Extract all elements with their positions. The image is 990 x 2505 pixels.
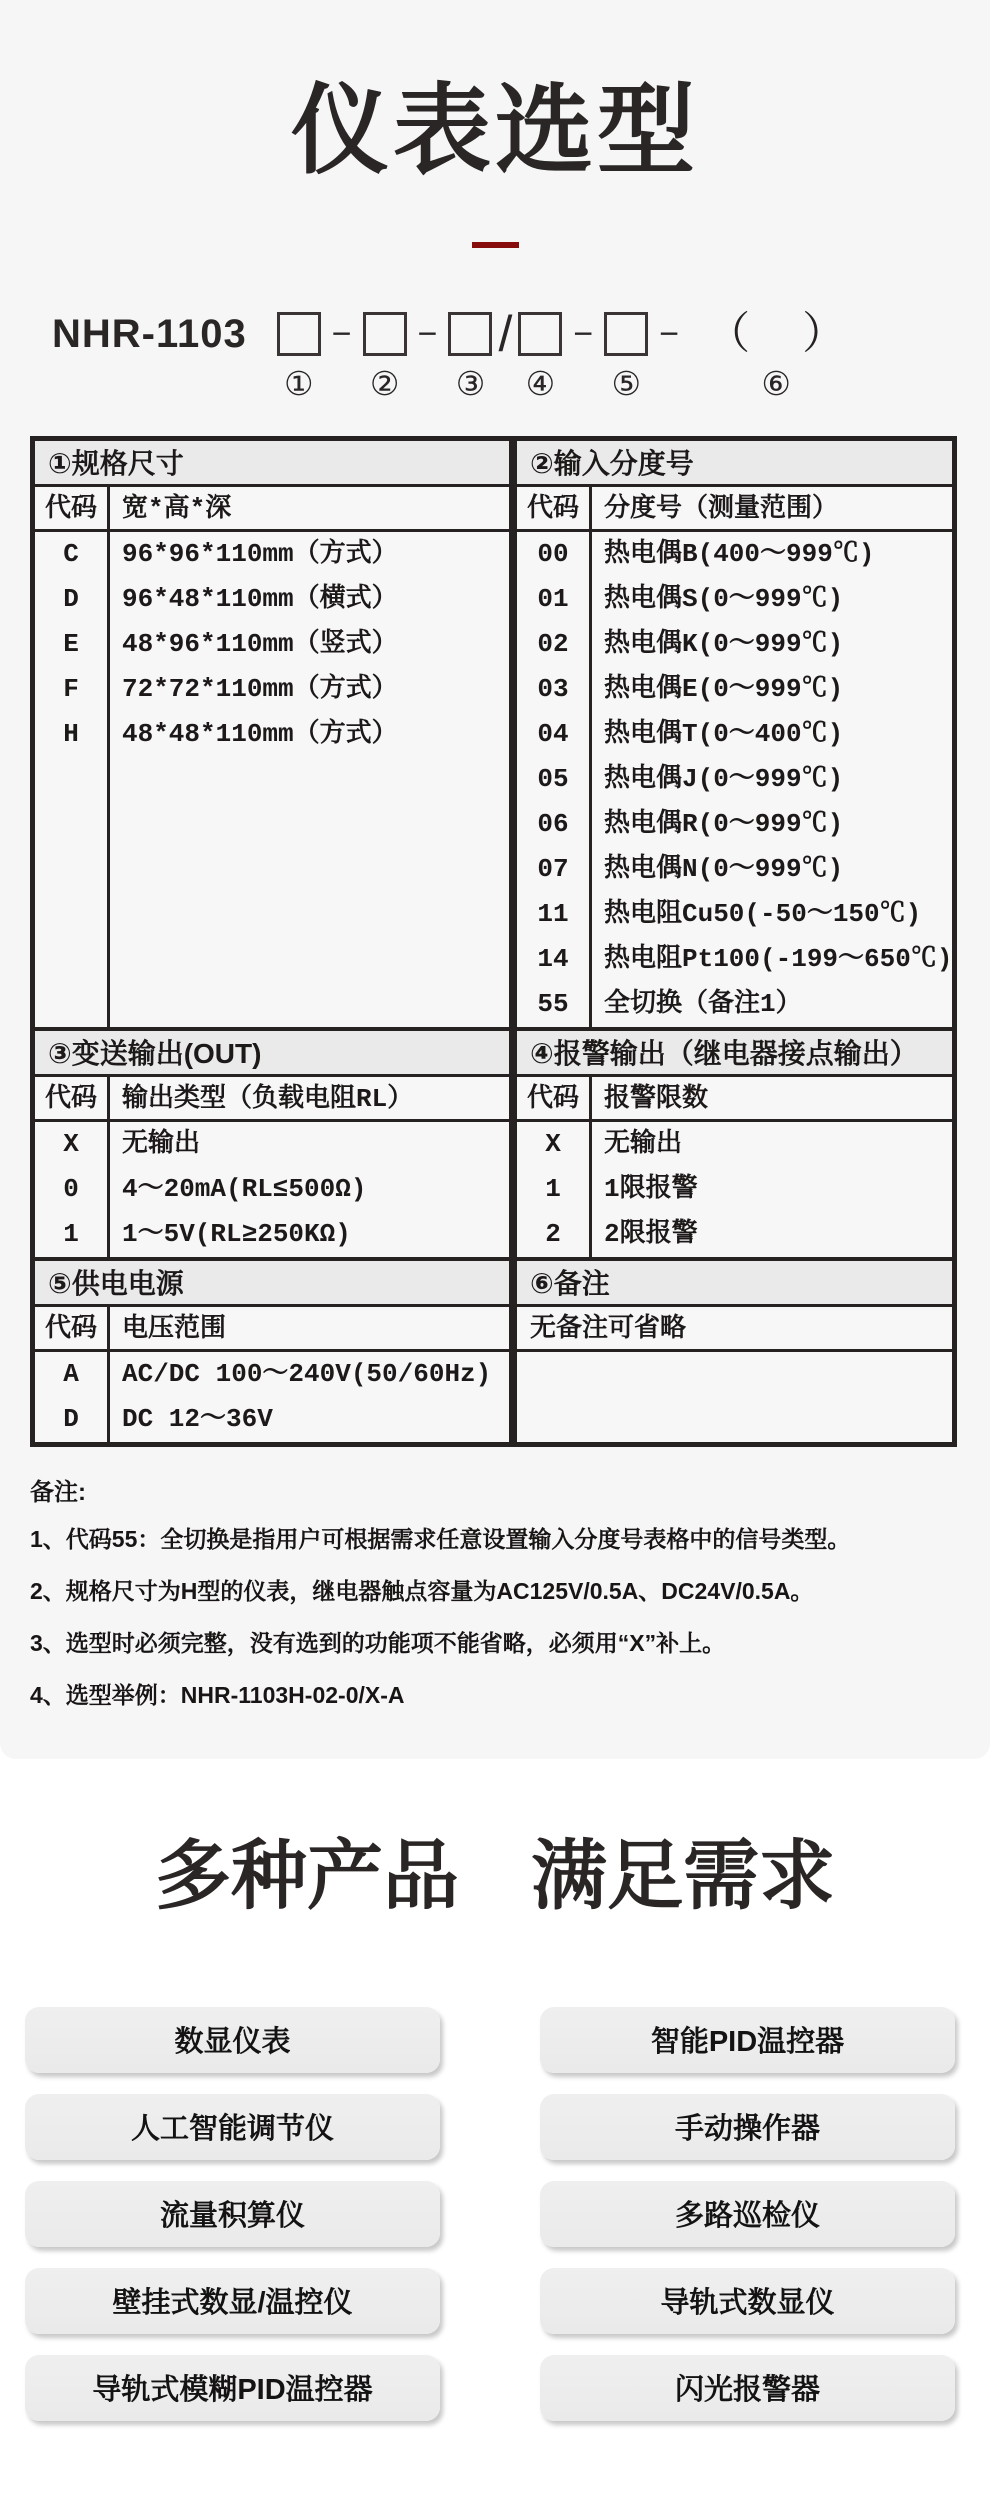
code-box-4 [518,312,562,356]
empty-cell [35,757,509,1027]
product-button-flash-alarm[interactable]: 闪光报警器 [540,2355,955,2421]
table-row: D DC 12～36V [63,1403,273,1434]
table-row: A AC/DC 100～240V(50/60Hz) [63,1358,492,1389]
table-row: 00 热电偶B(400～999℃) [537,538,875,569]
dash-separator: − [659,314,680,353]
slash-separator: / [498,305,513,362]
section-input-header: ②输入分度号 [517,441,952,487]
model-code-slot-4 [518,312,562,402]
model-code-slot-3 [448,312,492,402]
product-button-wall-mount[interactable]: 壁挂式数显/温控仪 [25,2268,440,2334]
table-row: H 48*48*110mm（方式） [63,718,398,749]
model-prefix: NHR-1103 [52,311,247,356]
section-out-body [35,1077,509,1257]
selection-table [30,436,957,1447]
section-power-header: ⑤供电电源 [35,1257,509,1307]
notes-label: 备注: [30,1478,86,1506]
table-row: E 48*96*110mm（竖式） [63,628,398,659]
column-header-row: 代码 分度号（测量范围） [517,487,952,532]
dash-separator: − [417,314,438,353]
table-row: 55 全切换（备注1） [537,988,802,1019]
note-item-1: 1、代码55：全切换是指用户可根据需求任意设置输入分度号表格中的信号类型。 [30,1525,851,1552]
table-row: C 96*96*110mm（方式） [63,538,398,569]
table-row: 1 1限报警 [545,1173,698,1204]
products-heading-word-1: 多种产品 [155,1833,459,1919]
table-row: 05 热电偶J(0～999℃) [537,763,844,794]
product-button-din-rail-fuzzy-pid[interactable]: 导轨式模糊PID温控器 [25,2355,440,2421]
notes-block [30,1473,960,1721]
section-alarm-header: ④报警输出（继电器接点输出） [517,1027,952,1077]
section-power-body [35,1307,509,1442]
circled-number-5: ⑤ [611,363,642,403]
table-row: 0 4～20mA(RL≤500Ω) [63,1173,367,1204]
table-row: 1 1～5V(RL≥250KΩ) [63,1218,351,1249]
table-row: F 72*72*110mm（方式） [63,673,398,704]
model-code-slot-2 [363,312,407,402]
table-row: 无备注可省略 [517,1307,952,1352]
column-header-row: 代码 报警限数 [517,1077,952,1122]
table-row: 2 2限报警 [545,1218,698,1249]
model-code-slot-1 [277,312,321,402]
table-row: 01 热电偶S(0～999℃) [537,583,844,614]
table-row: 14 热电阻Pt100(-199～650℃) [537,943,953,974]
circled-number-6: ⑥ [761,363,791,403]
circled-number-2: ② [369,363,400,403]
section-remark-body [517,1307,952,1442]
note-item-3: 3、选型时必须完整，没有选到的功能项不能省略，必须用“X”补上。 [30,1629,726,1656]
model-code-slot-5 [604,312,648,402]
product-button-digital-display[interactable]: 数显仪表 [25,2007,440,2073]
products-heading-word-2: 满足需求 [531,1833,835,1919]
table-middle-divider [509,441,517,1442]
dash-separator: − [573,314,594,353]
product-button-ai-regulator[interactable]: 人工智能调节仪 [25,2094,440,2160]
product-button-manual-operator[interactable]: 手动操作器 [540,2094,955,2160]
section-out-header: ③变送输出(OUT) [35,1027,509,1077]
page-title: 仪表选型 [290,75,699,185]
section-remark-header: ⑥备注 [517,1257,952,1307]
section-input-body [517,487,952,1027]
table-row: 03 热电偶E(0～999℃) [537,673,844,704]
note-item-4: 4、选型举例：NHR-1103H-02-0/X-A [30,1681,405,1708]
dash-separator: − [331,314,352,353]
circled-number-4: ④ [525,363,556,403]
empty-cell [517,1352,952,1442]
product-button-flow-totalizer[interactable]: 流量积算仪 [25,2181,440,2247]
circled-number-1: ① [283,363,314,403]
circled-number-3: ③ [455,363,486,403]
model-code-line [52,305,990,403]
open-paren: （ [706,308,751,358]
table-row: X 无输出 [545,1128,683,1159]
section-spec-header: ①规格尺寸 [35,441,509,487]
table-row: D 96*48*110mm（横式） [63,583,398,614]
code-box-2 [363,312,407,356]
table-row: 06 热电偶R(0～999℃) [537,808,844,839]
column-header-row: 代码 输出类型（负载电阻RL） [35,1077,509,1122]
close-paren: ） [802,308,847,358]
red-divider [472,242,519,248]
model-code-slot-6 [706,308,847,403]
product-button-multi-channel[interactable]: 多路巡检仪 [540,2181,955,2247]
table-row: 02 热电偶K(0～999℃) [537,628,844,659]
product-button-din-rail-display[interactable]: 导轨式数显仪 [540,2268,955,2334]
table-row: 11 热电阻Cu50(-50～150℃) [537,898,922,929]
code-box-5 [604,312,648,356]
table-row: 04 热电偶T(0～400℃) [537,718,844,749]
product-grid [25,2007,955,2421]
code-box-3 [448,312,492,356]
code-box-1 [277,312,321,356]
table-row: X 无输出 [63,1128,201,1159]
column-header-row: 代码 宽*高*深 [35,487,509,532]
section-spec-body [35,487,509,1027]
products-heading [0,1833,990,1919]
note-item-2: 2、规格尺寸为H型的仪表，继电器触点容量为AC125V/0.5A、DC24V/0.5A。 [30,1577,814,1604]
section-alarm-body [517,1077,952,1257]
column-header-row: 代码 电压范围 [35,1307,509,1352]
product-button-smart-pid[interactable]: 智能PID温控器 [540,2007,955,2073]
table-row: 07 热电偶N(0～999℃) [537,853,844,884]
